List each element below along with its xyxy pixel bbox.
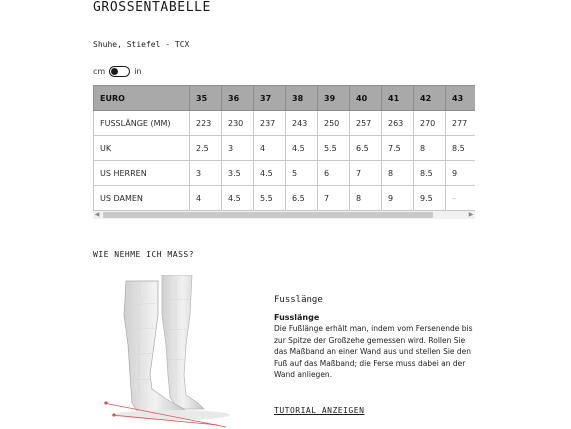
measure-subtitle: Fusslänge [274, 313, 320, 322]
table-cell: 5.5 [318, 136, 350, 161]
scrollbar-thumb[interactable] [103, 212, 433, 218]
table-cell: 237 [254, 111, 286, 136]
switch-knob [111, 68, 118, 75]
table-cell: 3 [190, 161, 222, 186]
table-cell: 8.5 [414, 161, 446, 186]
measure-description: Die Fußlänge erhält man, indem vom Fersenende bis zur Spitze der Großzehe gemessen wird. Rollen Sie das Maßband an einer Wand aus und stellen Sie den Fuß auf das Maßband; die Ferse muss dabei an der Wand anliegen. [274, 324, 473, 379]
table-row-foot-length [94, 111, 476, 136]
scroll-left-arrow-icon[interactable]: ◀ [94, 211, 100, 218]
table-cell: 250 [318, 111, 350, 136]
row-label: EURO [94, 86, 190, 111]
table-row-euro [94, 86, 476, 111]
table-cell: 277 [446, 111, 476, 136]
table-cell: 257 [350, 111, 382, 136]
measure-title: Fusslänge [274, 295, 323, 305]
table-cell: 9 [382, 186, 414, 211]
table-cell: 6.5 [286, 186, 318, 211]
table-cell: 6.5 [350, 136, 382, 161]
table-row-us-women [94, 186, 476, 211]
table-cell: 9 [446, 161, 476, 186]
table-cell: 3 [222, 136, 254, 161]
table-cell: 223 [190, 111, 222, 136]
table-cell: 8.5 [446, 136, 476, 161]
table-cell: 3.5 [222, 161, 254, 186]
row-label: US DAMEN [94, 186, 190, 211]
size-table [93, 85, 475, 211]
tutorial-link[interactable]: TUTORIAL ANZEIGEN [274, 406, 365, 415]
table-row-us-men [94, 161, 476, 186]
table-cell: 4.5 [222, 186, 254, 211]
table-cell: 9.5 [414, 186, 446, 211]
table-cell: 35 [190, 86, 222, 111]
table-cell: 263 [382, 111, 414, 136]
foot-measurement-illustration [100, 275, 250, 429]
table-cell: 230 [222, 111, 254, 136]
unit-label-in: in [134, 66, 142, 76]
unit-label-cm: cm [93, 66, 106, 76]
table-cell: 4.5 [286, 136, 318, 161]
table-cell: 7 [318, 186, 350, 211]
table-cell: 7.5 [382, 136, 414, 161]
table-cell: 8 [414, 136, 446, 161]
table-cell: 8 [382, 161, 414, 186]
table-cell: 36 [222, 86, 254, 111]
measure-section-heading: WIE NEHME ICH MASS? [93, 250, 195, 259]
table-cell: 4.5 [254, 161, 286, 186]
table-cell: 39 [318, 86, 350, 111]
table-cell: 5.5 [254, 186, 286, 211]
table-cell: 5 [286, 161, 318, 186]
table-cell: 42 [414, 86, 446, 111]
size-table-container[interactable] [93, 85, 475, 211]
row-label: US HERREN [94, 161, 190, 186]
unit-switch[interactable] [109, 66, 130, 77]
page-title: GRÖSSENTABELLE [93, 0, 211, 15]
page-subtitle: Shuhe, Stiefel - TCX [93, 40, 190, 49]
table-cell: 6 [318, 161, 350, 186]
table-cell: 40 [350, 86, 382, 111]
table-cell: 7 [350, 161, 382, 186]
table-cell: 8 [350, 186, 382, 211]
scroll-right-arrow-icon[interactable]: ▶ [468, 211, 474, 218]
unit-toggle [93, 64, 142, 78]
table-cell: 270 [414, 111, 446, 136]
table-cell: 2.5 [190, 136, 222, 161]
table-cell: 38 [286, 86, 318, 111]
table-cell: 243 [286, 111, 318, 136]
row-label: FUSSLÄNGE (MM) [94, 111, 190, 136]
table-cell: 43 [446, 86, 476, 111]
table-cell: 41 [382, 86, 414, 111]
row-label: UK [94, 136, 190, 161]
table-row-uk [94, 136, 476, 161]
table-cell: 4 [190, 186, 222, 211]
table-cell: – [446, 186, 476, 211]
table-cell: 37 [254, 86, 286, 111]
table-horizontal-scrollbar[interactable] [93, 211, 475, 219]
table-cell: 4 [254, 136, 286, 161]
